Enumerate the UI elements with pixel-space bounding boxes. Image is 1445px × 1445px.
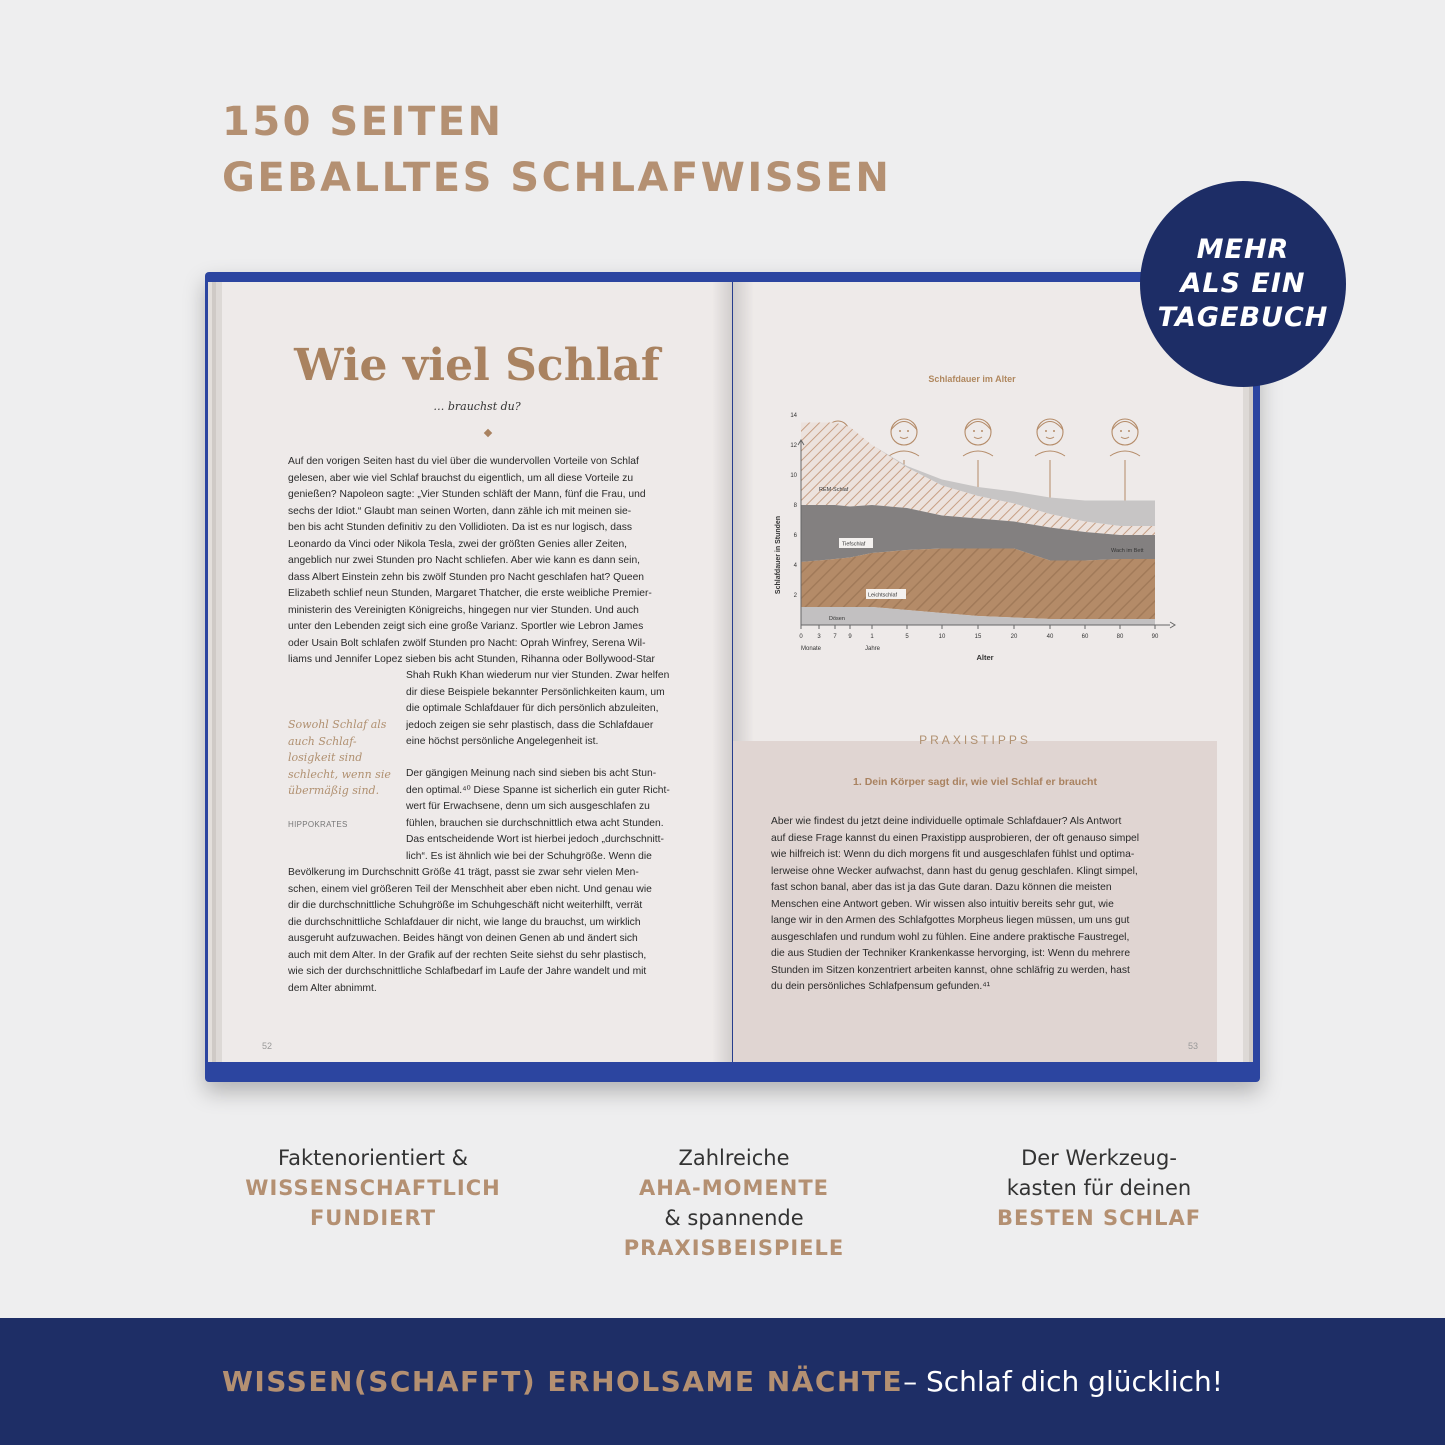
face-eye [1128, 430, 1130, 432]
face-mouth [974, 437, 982, 439]
label-tief [839, 538, 873, 548]
face-shoulders [1110, 451, 1140, 456]
x-tick-labels [799, 625, 1159, 640]
headline [222, 94, 891, 206]
face-eye [1120, 430, 1122, 432]
x-unit-label-years: Jahre [865, 646, 881, 652]
text-line: sechs der Idiot.“ Glaubt man seinen Worten, dann zähle ich mit meinen sie- [288, 505, 632, 517]
page-subtitle: … brauchst du? [433, 400, 521, 413]
text-line: Elizabeth schlief neun Stunden, Margaret Thatcher, die erste weibliche Premier- [288, 588, 652, 599]
face-eye [981, 430, 983, 432]
face-mouth [900, 437, 908, 439]
y-tick-label: 10 [790, 473, 797, 479]
text-line: lange wir in den Armen des Schlafgottes Morpheus liegen müssen, um uns gut [771, 915, 1130, 926]
chart-title: Schlafdauer im Alter [928, 374, 1016, 384]
series-label-wach: Wach im Bett [1111, 548, 1144, 554]
person-face-icon [963, 419, 993, 456]
y-tick-label: 4 [793, 563, 797, 569]
y-tick-label: 2 [793, 593, 797, 599]
series-label-leicht: Leichtschlaf [868, 592, 898, 599]
x-axis-label: Alter [976, 653, 994, 662]
text-line: schen, einem viel größeren Teil der Menschheit aber eben nicht. Und genau wie [288, 883, 652, 895]
face-eye [973, 430, 975, 432]
person-face-icon [1035, 419, 1065, 456]
text-line: du dein persönliches Schlafpensum gefunden.⁴¹ [771, 981, 991, 992]
face-eye [1053, 430, 1055, 432]
text-line: eine höchst persönliche Angelegenheit ist. [406, 736, 599, 747]
text-line: dass Albert Einstein zehn bis zwölf Stunden pro Nacht geschlafen hat? Queen [288, 571, 645, 583]
feature-1-gold1: WISSENSCHAFTLICH [245, 1176, 501, 1200]
badge-line3: TAGEBUCH [1157, 302, 1329, 333]
text-line: gelesen, aber wie viel Schlaf brauchst du eigentlich, um all diese Vorteile zu [288, 472, 634, 484]
text-line: lich“. Es ist ähnlich wie bei der Schuhgröße. Wenn die [406, 850, 652, 862]
feature-2-line1: Zahlreiche [678, 1146, 790, 1170]
face-eye [899, 430, 901, 432]
feature-2-gold2: PRAXISBEISPIELE [623, 1236, 845, 1260]
feature-1-gold2: FUNDIERT [309, 1206, 437, 1230]
text-line: den optimal.⁴⁰ Diese Spanne ist sicherlich ein guter Richt- [406, 784, 670, 796]
text-line: genießen? Napoleon sagte: „Vier Stunden schläft der Mann, fünf die Frau, und [288, 489, 646, 500]
headline-line1: 150 SEITEN [222, 99, 504, 145]
text-line: die aus Studien der Techniker Krankenkasse hervorging, ist: Wenn du mehrere [771, 948, 1131, 959]
y-tick-label: 12 [790, 443, 797, 449]
body-text-block-3 [406, 766, 690, 865]
x-tick-label: 9 [848, 634, 852, 640]
page-title: Wie viel Schlaf [294, 340, 660, 391]
pull-quote: Sowohl Schlaf als auch Schlaf-losigkeit sind schlecht, wenn sie übermäßig sind. [288, 718, 391, 797]
text-line: dem Alter abnimmt. [288, 982, 377, 994]
feature-3-gold1: BESTEN SCHLAF [996, 1206, 1202, 1230]
x-axis-arrow-icon [1170, 622, 1175, 628]
x-unit-label-months: Monate [801, 646, 822, 652]
x-tick-label: 60 [1081, 634, 1089, 640]
praxis-text [771, 814, 1173, 996]
x-tick-label: 90 [1151, 634, 1159, 640]
face-outline [965, 419, 991, 445]
praxis-heading: 1. Dein Körper sagt dir, wie viel Schlaf er braucht [853, 776, 1097, 788]
praxis-label: PRAXISTIPPS [919, 733, 1031, 747]
text-line: ministerin des Vereinigten Königreichs, hingegen nur vier Stunden. Und auch [288, 604, 639, 616]
x-tick-label: 10 [938, 634, 946, 640]
text-line: Shah Rukh Khan wiederum nur vier Stunden. Zwar helfen [406, 670, 670, 681]
badge [1140, 181, 1346, 387]
headline-line2: GEBALLTES SCHLAFWISSEN [222, 155, 892, 201]
text-line: Aber wie findest du jetzt deine individuelle optimale Schlafdauer? Als Antwort [771, 816, 1122, 827]
face-outline [1112, 419, 1138, 445]
feature-1-line1: Faktenorientiert & [277, 1146, 469, 1170]
person-face-icon [1110, 419, 1140, 456]
text-line: wie sich der durchschnittliche Schlafbedarf im Laufe der Jahre wandelt und mit [288, 966, 647, 977]
feature-3-line2: kasten für deinen [1006, 1176, 1192, 1200]
feature-3-line1: Der Werkzeug- [1021, 1146, 1177, 1170]
text-line: fühlen, brauchen sie durchschnittlich etwa acht Stunden. [406, 817, 664, 829]
series-label-rem: REM-Schlaf [819, 487, 849, 493]
series-label-doesen: Dösen [829, 616, 845, 622]
series-label-tief: Tiefschlaf [842, 541, 866, 548]
text-line: Bevölkerung im Durchschnitt Größe 41 trägt, passt sie zwar sehr vielen Men- [288, 867, 639, 878]
text-line: fast schon banal, aber das ist ja das Gute daran. Dazu können die meisten [771, 882, 1112, 893]
x-tick-label: 5 [905, 634, 909, 640]
text-line: Leonardo da Vinci oder Nikola Tesla, zwei der größten Genies aller Zeiten, [288, 538, 628, 550]
text-line: Der gängigen Meinung nach sind sieben bis acht Stun- [406, 768, 657, 779]
x-tick-label: 80 [1116, 634, 1124, 640]
badge-line2: ALS EIN [1180, 268, 1306, 299]
text-line: ben bis acht Stunden definitiv zu den Vollidioten. Da ist es nur logisch, dass [288, 522, 633, 533]
text-line: wie hilfreich ist: Wenn du dich morgens fit und ausgeschlafen fühlst und optima- [771, 849, 1135, 860]
face-mouth [1121, 437, 1129, 439]
body-text-block-2 [406, 668, 690, 751]
sleep-chart [733, 360, 1213, 680]
face-eye [907, 430, 909, 432]
feature-2 [574, 1143, 894, 1263]
x-tick-label: 3 [817, 634, 821, 640]
footer-slogan-white: – Schlaf dich glücklich! [903, 1364, 1224, 1398]
y-tick-label: 6 [793, 533, 797, 539]
y-tick-labels [790, 413, 797, 599]
badge-line1: MEHR [1196, 234, 1290, 265]
text-line: auf diese Frage kannst du einen Praxistipp ausprobieren, der oft genauso simpel [771, 832, 1140, 844]
text-line: lerweise ohne Wecker aufwachst, dann hast du genug geschlafen. Klingt simpel, [771, 865, 1138, 877]
x-tick-label: 40 [1046, 634, 1054, 640]
x-tick-label: 20 [1010, 634, 1018, 640]
page-number-left: 52 [262, 1041, 273, 1051]
person-face-icon [889, 419, 919, 456]
text-line: die optimale Schlafdauer für dich persönlich abzuleiten, [406, 703, 659, 714]
text-line: dir die durchschnittliche Schuhgröße im Schuhgeschäft nicht weiterhilft, verrät [288, 900, 643, 911]
x-tick-label: 15 [974, 634, 982, 640]
face-shoulders [889, 451, 919, 456]
y-tick-label: 14 [790, 413, 797, 419]
face-outline [1037, 419, 1063, 445]
text-line: angeblich nur zwei Stunden pro Nacht schliefen. Aber wie kann es dann sein, [288, 555, 641, 566]
text-line: oder Usain Bolt schlafen zwölf Stunden pro Nacht: Oprah Winfrey, Serena Wil- [288, 637, 646, 649]
y-tick-label: 8 [793, 503, 797, 509]
text-line: Menschen eine Antwort geben. Wir wissen also intuitiv bereits sehr gut, wie [771, 898, 1114, 910]
feature-2-gold1: AHA-MOMENTE [638, 1176, 830, 1200]
footer-slogan-gold: WISSEN(SCHAFFT) ERHOLSAME NÄCHTE [221, 1364, 904, 1398]
footer-slogan [0, 1331, 1445, 1431]
page-number-right: 53 [1188, 1041, 1199, 1051]
text-line: ausgeschlafen und rundum wohl zu fühlen. Eine andere praktische Faustregel, [771, 931, 1130, 943]
text-line: ausgeruht aufzuwachen. Beides hängt von deinen Genen ab und ändert sich [288, 933, 638, 944]
label-rem [819, 487, 849, 493]
feature-3 [939, 1143, 1259, 1233]
text-line: dir diese Beispiele bekannter Persönlichkeiten kaum, um [406, 686, 665, 698]
face-mouth [1046, 437, 1054, 439]
face-eye [1045, 430, 1047, 432]
text-line: auch mit dem Alter. In der Grafik auf der rechten Seite siehst du sehr plastisch, [288, 949, 647, 961]
body-text-block-1 [288, 454, 690, 669]
y-axis-label: Schlafdauer in Stunden [775, 515, 782, 595]
feature-2-line2: & spannende [664, 1206, 804, 1230]
text-line: Auf den vorigen Seiten hast du viel über die wundervollen Vorteile von Schlaf [288, 456, 639, 467]
body-text-block-4 [288, 865, 690, 997]
face-shoulders [1035, 451, 1065, 456]
text-line: Das entscheidende Wort ist hierbei jedoch „durchschnitt- [406, 834, 664, 845]
label-leicht [866, 589, 906, 599]
text-line: jedoch zeigen sie sehr plastisch, dass die Schlafdauer [406, 719, 654, 731]
x-tick-label: 0 [799, 634, 803, 640]
feature-1 [213, 1143, 533, 1233]
text-line: liams und Jennifer Lopez sieben bis acht Stunden, Rihanna oder Bollywood-Star [288, 654, 655, 665]
x-tick-label: 1 [870, 634, 874, 640]
text-line: die durchschnittliche Schlafdauer dir nicht, wie lange du brauchst, um wirklich [288, 916, 641, 928]
text-line: unter den Lebenden zeigt sich eine große Varianz. Sportler wie Lebron James [288, 621, 644, 632]
quote-author: HIPPOKRATES [288, 820, 348, 829]
face-shoulders [963, 451, 993, 456]
text-line: Stunden im Sitzen konzentriert arbeiten kannst, ohne schläfrig zu werden, hast [771, 964, 1130, 976]
x-tick-label: 7 [833, 634, 837, 640]
face-outline [891, 419, 917, 445]
text-line: wert für Erwachsene, denn um sich ausgeschlafen zu [406, 801, 650, 812]
